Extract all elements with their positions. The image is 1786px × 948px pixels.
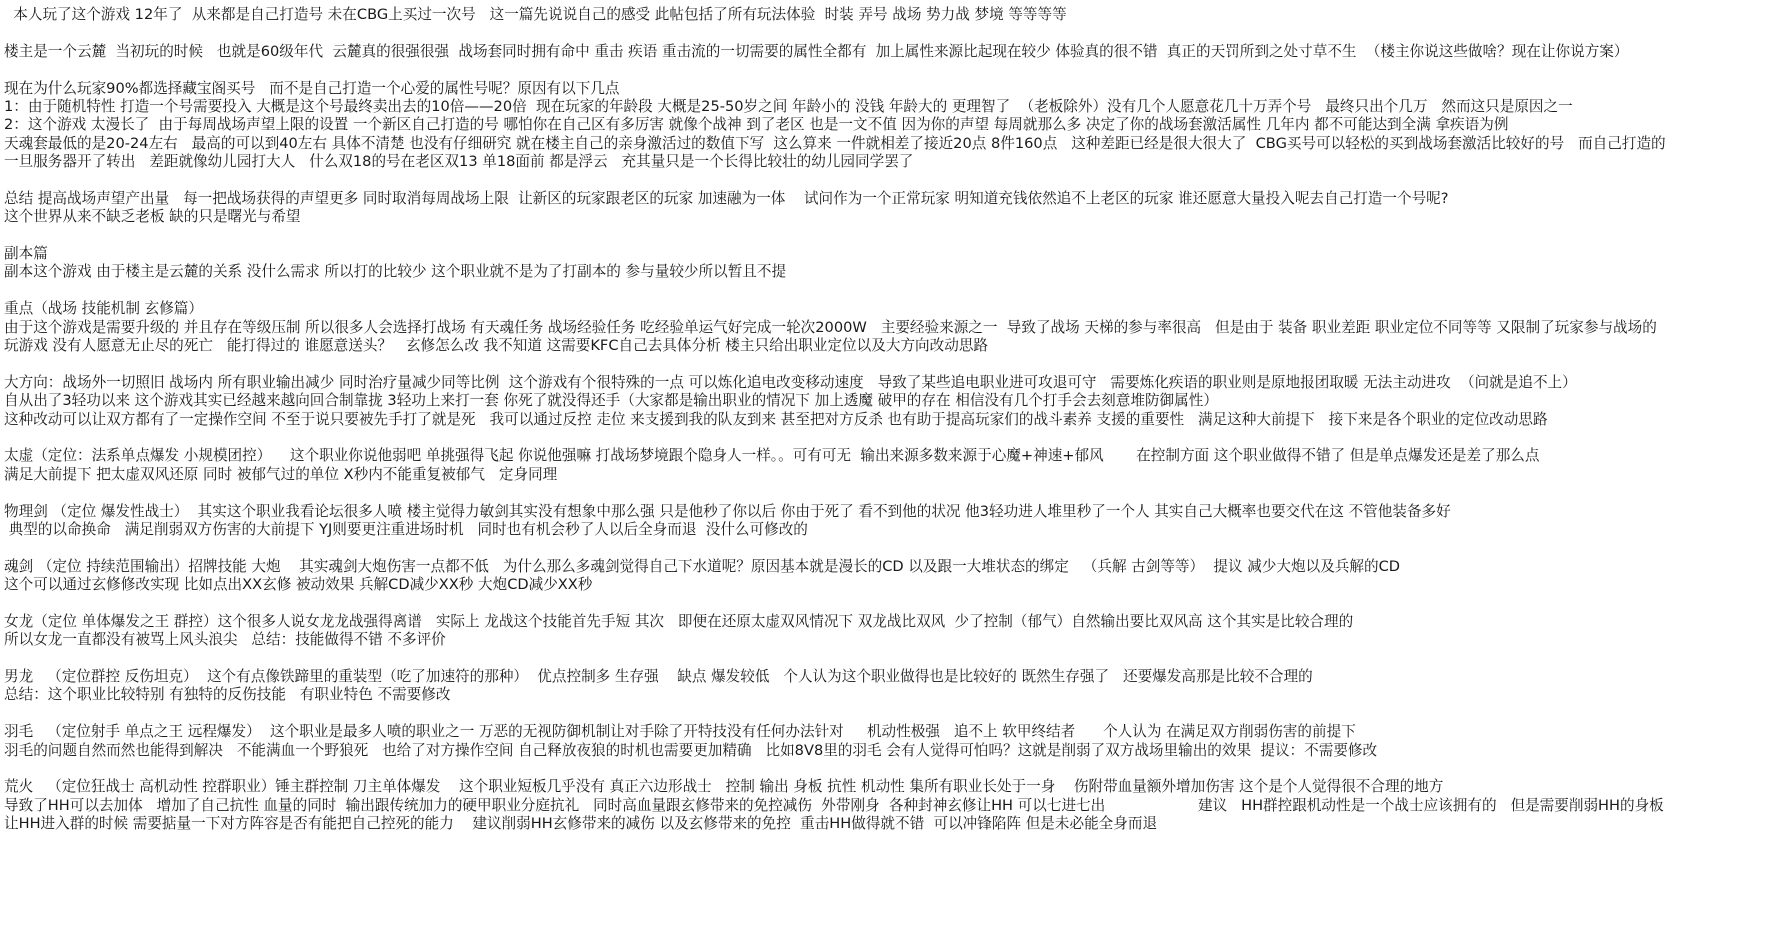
post-line: 自从出了3轻功以来 这个游戏其实已经越来越向回合制靠拢 3轻功上来打一套 你死了就没得还手（大家都是输出职业的情况下 加上透魔 破甲的存在 相信没有几个打手会去刻意堆防御属性）	[4, 392, 1218, 410]
post-line: 魂剑 （定位 持续范围输出）招牌技能 大炮 其实魂剑大炮伤害一点都不低 为什么那么多魂剑觉得自己下水道呢？原因基本就是漫长的CD 以及跟一大堆状态的绑定 （兵解 古剑等等） 提议 减少大炮以及兵解的CD	[4, 557, 1401, 575]
post-line: 满足大前提下 把太虚双风还原 同时 被郁气过的单位 X秒内不能重复被郁气 定身同理	[4, 465, 558, 483]
post-line: 典型的以命换命 满足削弱双方伤害的大前提下 YJ则要更注重进场时机 同时也有机会秒了人以后全身而退 没什么可修改的	[4, 520, 808, 538]
post-line	[4, 172, 1786, 190]
post-line: 本人玩了这个游戏 12年了 从来都是自己打造号 未在CBG上买过一次号 这一篇先说说自己的感受 此帖包括了所有玩法体验 时装 弄号 战场 势力战 梦境 等等等等	[4, 6, 1067, 23]
post-line: 物理剑 （定位 爆发性战士） 其实这个职业我看论坛很多人喷 楼主觉得力敏剑其实没有想象中那么强 只是他秒了你以后 你由于死了 看不到他的状况 他3轻功进人堆里秒了一个人 其实自己大概率也要交代在这 不管他装备多好	[4, 502, 1451, 520]
post-line: 让HH进入群的时候 需要掂量一下对方阵容是否有能把自己控死的能力 建议削弱HH玄修带来的减伤 以及玄修带来的免控 重击HH做得就不错 可以冲锋陷阵 但是未必能全身而退	[4, 815, 1158, 833]
post-line: 重点（战场 技能机制 玄修篇）	[4, 300, 203, 318]
post-line: 玩游戏 没有人愿意无止尽的死亡 能打得过的 谁愿意送头？ 玄修怎么改 我不知道 这需要KFC自己去具体分析 楼主只给出职业定位以及大方向改动思路	[4, 337, 989, 355]
post-line: 导致了HH可以去加体 增加了自己抗性 血量的同时 输出跟传统加力的硬甲职业分庭抗礼 同时高血量跟玄修带来的免控减伤 外带刚身 各种封神玄修让HH 可以七进七出 建议 HH群控跟机动性是一个战士应该拥有的 但是需要削弱HH的身板	[4, 796, 1664, 814]
post-line	[4, 705, 1786, 723]
post-line: 副本这个游戏 由于楼主是云麓的关系 没什么需求 所以打的比较少 这个职业就不是为了打副本的 参与量较少所以暂且不提	[4, 263, 787, 281]
post-line	[4, 429, 1786, 447]
post-line: 由于这个游戏是需要升级的 并且存在等级压制 所以很多人会选择打战场 有天魂任务 战场经验任务 吃经验单运气好完成一轮次2000W 主要经验来源之一 导致了战场 天梯的参与率很高 但是由于 装备 职业差距 职业定位不同等等 又限制了玩家参与战场的	[4, 318, 1657, 336]
post-line: 总结：这个职业比较特别 有独特的反伤技能 有职业特色 不需要修改	[4, 686, 451, 704]
post-line	[4, 282, 1786, 300]
post-line: 天魂套最低的是20-24左右 最高的可以到40左右 具体不清楚 也没有仔细研究 就在楼主自己的亲身激活过的数值下写 这么算来 一件就相差了接近20点 8件160点 这种差距已经是很大很大了 CBG买号可以轻松的买到战场套激活比较好的号 而自己打造的	[4, 134, 1666, 152]
post-line	[4, 24, 1786, 42]
post-line: 楼主是一个云麓 当初玩的时候 也就是60级年代 云麓真的很强很强 战场套同时拥有命中 重击 疾语 重击流的一切需要的属性全都有 加上属性来源比起现在较少 体验真的很不错 真正的天罚所到之处寸草不生 （楼主你说这些做啥？现在让你说方案）	[4, 42, 1629, 60]
post-line: 这个可以通过玄修修改实现 比如点出XX玄修 被动效果 兵解CD减少XX秒 大炮CD减少XX秒	[4, 576, 593, 594]
post-line	[4, 61, 1786, 79]
post-line	[4, 355, 1786, 373]
post-line: 大方向：战场外一切照旧 战场内 所有职业输出减少 同时治疗量减少同等比例 这个游戏有个很特殊的一点 可以炼化追电改变移动速度 导致了某些追电职业进可攻退可守 需要炼化疾语的职业则是原地报团取暖 无法主动进攻 （问就是追不上）	[4, 373, 1577, 391]
post-line: 羽毛 （定位射手 单点之王 远程爆发） 这个职业是最多人喷的职业之一 万恶的无视防御机制让对手除了开特技没有任何办法针对 机动性极强 追不上 软甲终结者 个人认为 在满足双方削弱伤害的前提下	[4, 723, 1356, 741]
post-line: 这个世界从来不缺乏老板 缺的只是曙光与希望	[4, 208, 301, 226]
post-line: 一旦服务器开了转出 差距就像幼儿园打大人 什么双18的号在老区双13 单18面前 都是浮云 充其量只是一个长得比较壮的幼儿园同学罢了	[4, 153, 914, 171]
forum-post-body	[4, 6, 1786, 834]
post-line	[4, 484, 1786, 502]
post-line: 所以女龙一直都没有被骂上风头浪尖 总结：技能做得不错 不多评价	[4, 631, 446, 649]
post-line	[4, 227, 1786, 245]
post-line: 荒火 （定位狂战士 高机动性 控群职业）锤主群控制 刀主单体爆发 这个职业短板几乎没有 真正六边形战士 控制 输出 身板 抗性 机动性 集所有职业长处于一身 伤附带血量额外增加伤害 这个是个人觉得很不合理的地方	[4, 778, 1444, 796]
post-line	[4, 539, 1786, 557]
post-line: 2：这个游戏 太漫长了 由于每周战场声望上限的设置 一个新区自己打造的号 哪怕你在自己区有多厉害 就像个战神 到了老区 也是一文不值 因为你的声望 每周就那么多 决定了你的战场套激活属性 几年内 都不可能达到全满 拿疾语为例	[4, 116, 1509, 134]
post-line: 男龙 （定位群控 反伤坦克） 这个有点像铁蹄里的重装型（吃了加速符的那种） 优点控制多 生存强 缺点 爆发较低 个人认为这个职业做得也是比较好的 既然生存强了 还要爆发高那是比较不合理的	[4, 668, 1313, 686]
post-line: 太虚（定位：法系单点爆发 小规模团控） 这个职业你说他弱吧 单挑强得飞起 你说他强嘛 打战场梦境跟个隐身人一样。。可有可无 输出来源多数来源于心魔+神速+郁风 在控制方面 这个职业做得不错了 但是单点爆发还是差了那么点	[4, 447, 1540, 465]
post-line: 这种改动可以让双方都有了一定操作空间 不至于说只要被先手打了就是死 我可以通过反控 走位 来支援到我的队友到来 甚至把对方反杀 也有助于提高玩家们的战斗素养 支援的重要性 满足这种大前提下 接下来是各个职业的定位改动思路	[4, 410, 1548, 428]
post-line	[4, 595, 1786, 613]
post-line: 现在为什么玩家90%都选择藏宝阁买号 而不是自己打造一个心爱的属性号呢？原因有以下几点	[4, 79, 620, 97]
post-line	[4, 650, 1786, 668]
post-line: 1：由于随机特性 打造一个号需要投入 大概是这个号最终卖出去的10倍——20倍 现在玩家的年龄段 大概是25-50岁之间 年龄小的 没钱 年龄大的 更理智了 （老板除外）没有几个人愿意花几十万弄个号 最终只出个几万 然而这只是原因之一	[4, 97, 1573, 115]
post-line: 羽毛的问题自然而然也能得到解决 不能满血一个野狼死 也给了对方操作空间 自己释放夜狼的时机也需要更加精确 比如8V8里的羽毛 会有人觉得可怕吗？这就是削弱了双方战场里输出的效果 提议：不需要修改	[4, 741, 1378, 759]
post-line: 女龙（定位 单体爆发之王 群控）这个很多人说女龙龙战强得离谱 实际上 龙战这个技能首先手短 其次 即便在还原太虚双风情况下 双龙战比双风 少了控制（郁气）自然输出要比双风高 这个其实是比较合理的	[4, 612, 1354, 630]
post-line	[4, 760, 1786, 778]
post-line: 总结 提高战场声望产出量 每一把战场获得的声望更多 同时取消每周战场上限 让新区的玩家跟老区的玩家 加速融为一体 试问作为一个正常玩家 明知道充钱依然追不上老区的玩家 谁还愿意大量投入呢去自己打造一个号呢?	[4, 189, 1449, 207]
post-line: 副本篇	[4, 245, 48, 263]
